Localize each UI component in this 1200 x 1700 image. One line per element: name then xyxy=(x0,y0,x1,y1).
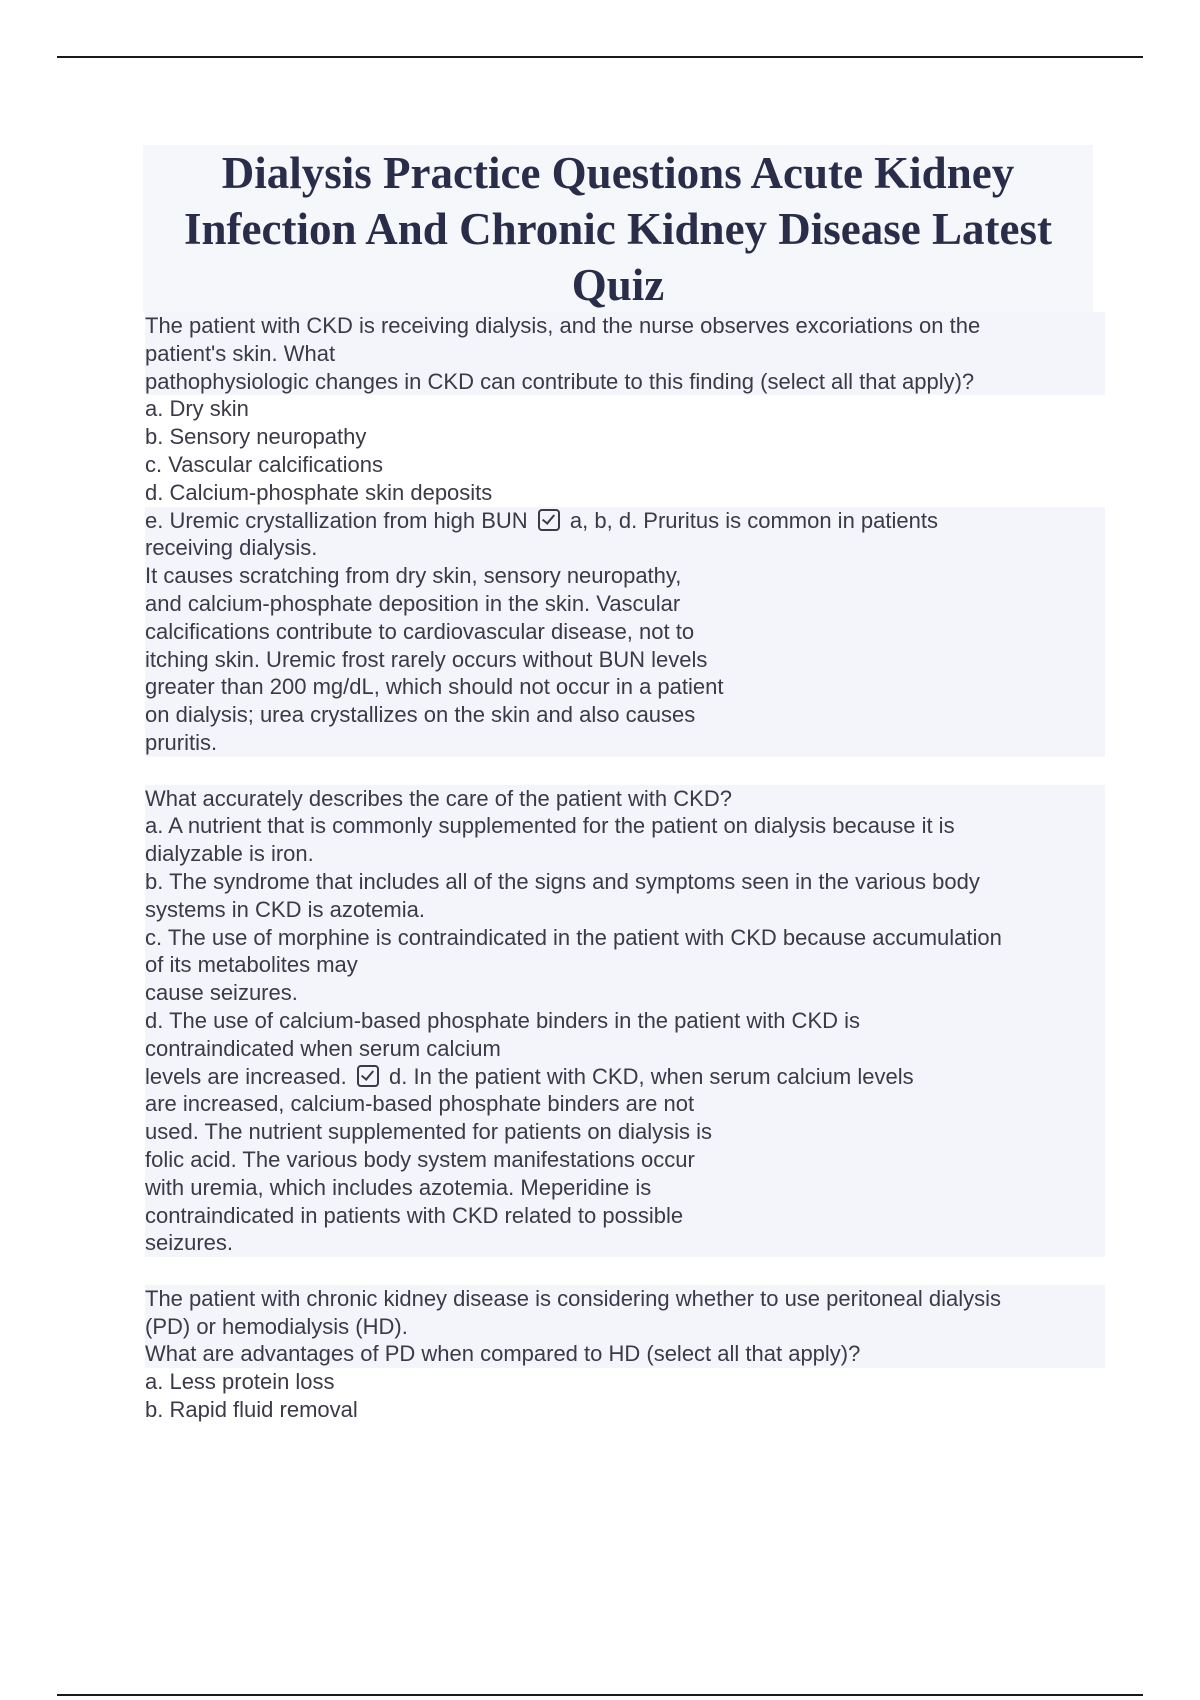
option-a: dialyzable is iron. xyxy=(145,840,1105,868)
question-text: The patient with CKD is receiving dialysis, and the nurse observes excoriations on the xyxy=(145,312,1105,340)
option-b: b. Sensory neuropathy xyxy=(145,424,367,450)
option-a: a. Dry skin xyxy=(145,396,249,422)
checkbox-checked-icon xyxy=(357,1065,379,1087)
explanation-line: receiving dialysis. xyxy=(145,534,1105,562)
question-2 xyxy=(145,785,1105,1258)
explanation-line: greater than 200 mg/dL, which should not occur in a patient xyxy=(145,673,1105,701)
page-title xyxy=(143,145,1093,313)
answer-line xyxy=(145,1063,1105,1091)
option-b: systems in CKD is azotemia. xyxy=(145,896,1105,924)
answer-line xyxy=(145,507,1105,535)
explanation-line: calcifications contribute to cardiovascular disease, not to xyxy=(145,618,1105,646)
option-d: contraindicated when serum calcium xyxy=(145,1035,1105,1063)
spacer xyxy=(145,757,1105,785)
option-c: c. Vascular calcifications xyxy=(145,451,384,477)
option-b: b. Rapid fluid removal xyxy=(145,1397,358,1423)
option-c: c. The use of morphine is contraindicated in the patient with CKD because accumulation xyxy=(145,924,1105,952)
checkbox-checked-icon xyxy=(538,509,560,531)
explanation-line: seizures. xyxy=(145,1229,1105,1257)
explanation-line: pruritis. xyxy=(145,729,1105,757)
bottom-rule xyxy=(57,1694,1143,1696)
question-text: The patient with chronic kidney disease is considering whether to use peritoneal dialysis xyxy=(145,1285,1105,1313)
explanation-line: and calcium-phosphate deposition in the skin. Vascular xyxy=(145,590,1105,618)
explanation-line: with uremia, which includes azotemia. Meperidine is xyxy=(145,1174,1105,1202)
title-line: Infection And Chronic Kidney Disease Latest xyxy=(184,204,1052,254)
option-a: a. Less protein loss xyxy=(145,1369,335,1395)
option-d: d. Calcium-phosphate skin deposits xyxy=(145,479,493,505)
explanation-line: used. The nutrient supplemented for patients on dialysis is xyxy=(145,1118,1105,1146)
answer-text: d. In the patient with CKD, when serum calcium levels xyxy=(389,1063,914,1089)
question-1 xyxy=(145,312,1105,757)
explanation-line: are increased, calcium-based phosphate binders are not xyxy=(145,1090,1105,1118)
question-text: (PD) or hemodialysis (HD). xyxy=(145,1313,1105,1341)
question-text: What accurately describes the care of the patient with CKD? xyxy=(145,785,1105,813)
question-text: What are advantages of PD when compared to HD (select all that apply)? xyxy=(145,1340,1105,1368)
option-b: b. The syndrome that includes all of the signs and symptoms seen in the various body xyxy=(145,868,1105,896)
option-d: d. The use of calcium-based phosphate binders in the patient with CKD is xyxy=(145,1007,1105,1035)
title-line: Dialysis Practice Questions Acute Kidney xyxy=(221,148,1015,198)
option-d-end: levels are increased. xyxy=(145,1063,347,1089)
option-c: cause seizures. xyxy=(145,979,1105,1007)
explanation-line: contraindicated in patients with CKD related to possible xyxy=(145,1202,1105,1230)
question-text: pathophysiologic changes in CKD can contribute to this finding (select all that apply)? xyxy=(145,368,1105,396)
option-a: a. A nutrient that is commonly supplemented for the patient on dialysis because it is xyxy=(145,812,1105,840)
document-body xyxy=(145,312,1105,1424)
option-c: of its metabolites may xyxy=(145,951,1105,979)
spacer xyxy=(145,1257,1105,1285)
explanation-line: It causes scratching from dry skin, sensory neuropathy, xyxy=(145,562,1105,590)
top-rule xyxy=(57,56,1143,58)
option-e: e. Uremic crystallization from high BUN xyxy=(145,507,528,533)
question-text: patient's skin. What xyxy=(145,340,1105,368)
question-3 xyxy=(145,1285,1105,1424)
title-block xyxy=(143,145,1093,313)
answer-text: a, b, d. Pruritus is common in patients xyxy=(569,507,938,533)
explanation-line: on dialysis; urea crystallizes on the skin and also causes xyxy=(145,701,1105,729)
explanation-line: folic acid. The various body system manifestations occur xyxy=(145,1146,1105,1174)
title-line: Quiz xyxy=(571,260,665,310)
explanation-line: itching skin. Uremic frost rarely occurs without BUN levels xyxy=(145,646,1105,674)
